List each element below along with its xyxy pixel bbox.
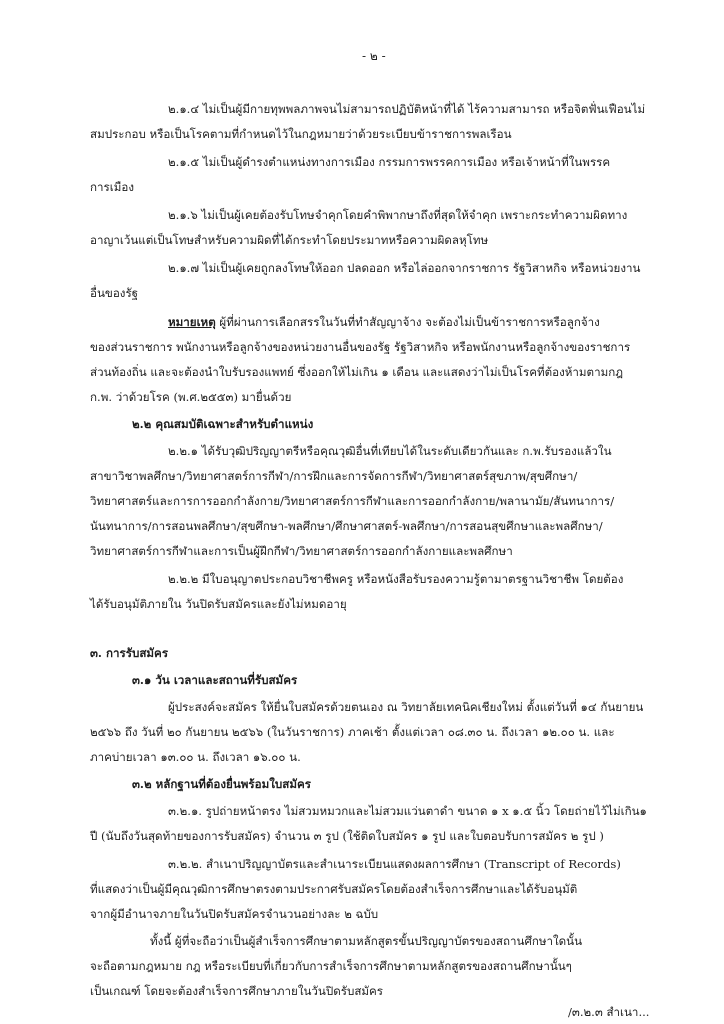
item-2-2-1-line3: วิทยาศาสตร์และการการออกกำลังกาย/วิทยาศาสตร์การกีฬาและการออกกำลังกาย/พลานามัย/สันทนาการ/ [90, 494, 615, 508]
note-line2: ของส่วนราชการ พนักงานหรือลูกจ้างของหน่วยงานอื่นของรัฐ รัฐวิสาหกิจ หรือพนักงานหรือลูกจ้างของราชการ [90, 340, 631, 354]
item-2-2-1-line4: นันทนาการ/การสอนพลศึกษา/สุขศึกษา-พลศึกษา/ศึกษาศาสตร์-พลศึกษา/การสอนสุขศึกษาและพลศึกษา/ [90, 519, 603, 533]
item-2-2-1-line5: วิทยาศาสตร์การกีฬาและการเป็นผู้ฝึกกีฬา/วิทยาศาสตร์การออกกำลังกายและพลศึกษา [90, 544, 513, 558]
section-3-1-heading: ๓.๑ วัน เวลาและสถานที่รับสมัคร [132, 673, 298, 687]
section-3-2-heading: ๓.๒ หลักฐานที่ต้องยื่นพร้อมใบสมัคร [132, 777, 311, 791]
note-line1 [168, 314, 600, 330]
section-3-2-note-line1: ทั้งนี้ ผู้ที่จะถือว่าเป็นผู้สำเร็จการศึกษาตามหลักสูตรขั้นปริญญาบัตรของสถานศึกษาใดนั้น [150, 934, 583, 948]
note-line4: ก.พ. ว่าด้วยโรค (พ.ศ.๒๕๕๓) มายื่นด้วย [90, 390, 292, 404]
item-2-2-2-line1: ๒.๒.๒ มีใบอนุญาตประกอบวิชาชีพครู หรือหนังสือรับรองความรู้ตามาตรฐานวิชาชีพ โดยต้อง [168, 572, 624, 586]
item-2-1-4-line2: สมประกอบ หรือเป็นโรคตามที่กำหนดไว้ในกฎหมายว่าด้วยระเบียบข้าราชการพลเรือน [90, 127, 512, 141]
section-2-2-heading: ๒.๒ คุณสมบัติเฉพาะสำหรับตำแหน่ง [132, 417, 314, 431]
item-3-2-2-line2: ที่แสดงว่าเป็นผู้มีคุณวุฒิการศึกษาตรงตามประกาศรับสมัครโดยต้องสำเร็จการศึกษาและได้รับอนุมัติ [90, 882, 578, 896]
section-3-heading: ๓. การรับสมัคร [90, 646, 169, 660]
item-2-1-4-line1: ๒.๑.๔ ไม่เป็นผู้มีกายทุพพลภาพจนไม่สามารถปฏิบัติหน้าที่ได้ ไร้ความสามารถ หรือจิตฟั่นเฟือนไม่ [168, 102, 646, 116]
item-2-1-7-line2: อื่นของรัฐ [90, 286, 139, 300]
item-3-2-2-line1: ๓.๒.๒. สำเนาปริญญาบัตรและสำเนาระเบียนแสดงผลการศึกษา (Transcript of Records) [168, 857, 621, 871]
item-2-2-1-line1: ๒.๒.๑ ได้รับวุฒิปริญญาตรีหรือคุณวุฒิอื่นที่เทียบได้ในระดับเดียวกันและ ก.พ.รับรองแล้วใน [168, 444, 612, 458]
note-label: หมายเหตุ [168, 315, 216, 329]
section-3-1-line2: ๒๕๖๖ ถึง วันที่ ๒๐ กันยายน ๒๕๖๖ (ในวันราชการ) ภาคเช้า ตั้งแต่เวลา ๐๘.๓๐ น. ถึงเวลา ๑๒.๐๐ น. และ [90, 725, 615, 739]
item-3-2-1-line1: ๓.๒.๑. รูปถ่ายหน้าตรง ไม่สวมหมวกและไม่สวมแว่นตาดำ ขนาด ๑ x ๑.๕ นิ้ว โดยถ่ายไว้ไม่เกิน๑ [168, 804, 647, 818]
continuation-marker: /๓.๒.๓ สำเนา... [568, 1005, 650, 1019]
note-line3: ส่วนท้องถิ่น และจะต้องนำใบรับรองแพทย์ ซึ่งออกให้ไม่เกิน ๑ เดือน และแสดงว่าไม่เป็นโรคที่ต้องห้ามตามกฎ [90, 365, 624, 379]
item-2-1-5-line1: ๒.๑.๕ ไม่เป็นผู้ดำรงตำแหน่งทางการเมือง กรรมการพรรคการเมือง หรือเจ้าหน้าที่ในพรรค [168, 155, 611, 169]
section-3-1-line3: ภาคบ่ายเวลา ๑๓.๐๐ น. ถึงเวลา ๑๖.๐๐ น. [90, 750, 301, 764]
note-line1-text: ผู้ที่ผ่านการเลือกสรรในวันที่ทำสัญญาจ้าง จะต้องไม่เป็นข้าราชการหรือลูกจ้าง [219, 315, 600, 329]
section-3-2-note-line2: จะถือตามกฎหมาย กฎ หรือระเบียบที่เกี่ยวกับการสำเร็จการศึกษาตามหลักสูตรของสถานศึกษานั้นๆ [90, 959, 572, 973]
item-3-2-2-line3: จากผู้มีอำนาจภายในวันปิดรับสมัครจำนวนอย่างละ ๒ ฉบับ [90, 907, 379, 921]
item-2-2-1-line2: สาขาวิชาพลศึกษา/วิทยาศาสตร์การกีฬา/การฝึกและการจัดการกีฬา/วิทยาศาสตร์สุขภาพ/สุขศึกษา/ [90, 469, 578, 483]
item-2-1-5-line2: การเมือง [90, 180, 134, 194]
item-2-1-7-line1: ๒.๑.๗ ไม่เป็นผู้เคยถูกลงโทษให้ออก ปลดออก หรือไล่ออกจากราชการ รัฐวิสาหกิจ หรือหน่วยงาน [168, 261, 641, 275]
item-2-2-2-line2: ได้รับอนุมัติภายใน วันปิดรับสมัครและยังไม่หมดอายุ [90, 597, 347, 611]
section-3-1-line1: ผู้ประสงค์จะสมัคร ให้ยื่นใบสมัครด้วยตนเอง ณ วิทยาลัยเทคนิคเชียงใหม่ ตั้งแต่วันที่ ๑๔ กันยายน [168, 700, 644, 714]
page-number: - ๒ - [362, 49, 386, 63]
item-2-1-6-line1: ๒.๑.๖ ไม่เป็นผู้เคยต้องรับโทษจำคุกโดยคำพิพากษาถึงที่สุดให้จำคุก เพราะกระทำความผิดทาง [168, 208, 628, 222]
section-3-2-note-line3: เป็นเกณฑ์ โดยจะต้องสำเร็จการศึกษาภายในวันปิดรับสมัคร [90, 984, 384, 998]
item-3-2-1-line2: ปี (นับถึงวันสุดท้ายของการรับสมัคร) จำนวน ๓ รูป (ใช้ติดใบสมัคร ๑ รูป และใบตอบรับการสมัคร ๒ รูป ) [90, 829, 604, 843]
item-2-1-6-line2: อาญาเว้นแต่เป็นโทษสำหรับความผิดที่ได้กระทำโดยประมาทหรือความผิดลหุโทษ [90, 233, 489, 247]
